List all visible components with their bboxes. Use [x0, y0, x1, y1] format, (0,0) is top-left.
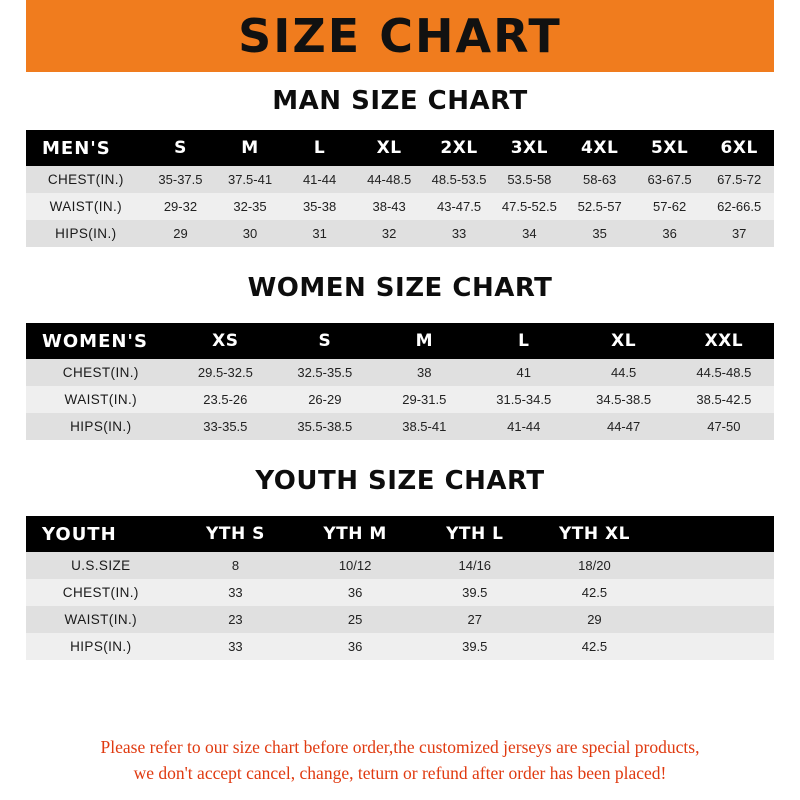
table-cell: 57-62 [652, 199, 687, 214]
table-cell: 52.5-57 [577, 199, 622, 214]
table-cell: 38.5-41 [402, 419, 447, 434]
table-header-row [26, 516, 774, 552]
section-women [0, 273, 800, 440]
section-youth [0, 466, 800, 660]
row-label: WAIST(IN.) [64, 392, 138, 407]
row-label: HIPS(IN.) [55, 226, 117, 241]
table-cell: 31 [312, 226, 327, 241]
row-label: HIPS(IN.) [70, 639, 132, 654]
table-cell: 33 [228, 639, 243, 654]
table-cell: 32 [381, 226, 397, 241]
column-header: M [415, 331, 433, 351]
table-cell: 23.5-26 [203, 392, 248, 407]
column-header: XL [611, 331, 637, 351]
table-cell: 35-37.5 [158, 172, 203, 187]
table-cell: 29 [173, 226, 188, 241]
table-row [26, 606, 774, 633]
table-row [26, 552, 774, 579]
table-cell: 23 [228, 612, 243, 627]
section-title-women: WOMEN SIZE CHART [247, 273, 553, 303]
spacer [0, 247, 800, 273]
column-header [654, 516, 774, 552]
table-cell [654, 552, 774, 579]
column-header: 6XL [720, 138, 758, 158]
column-header: 3XL [510, 138, 548, 158]
column-header: XL [376, 138, 402, 158]
column-header: S [174, 138, 187, 158]
column-header: YTH L [446, 524, 504, 544]
note-line-2: we don't accept cancel, change, teturn or refund after order has been placed! [133, 763, 667, 783]
table-cell: 30 [242, 226, 258, 241]
column-header: L [518, 331, 530, 351]
table-cell [654, 606, 774, 633]
table-row [26, 579, 774, 606]
table-cell: 47-50 [707, 419, 741, 434]
table-cell: 34 [522, 226, 537, 241]
table-men [26, 130, 774, 247]
table-cell: 18/20 [578, 558, 611, 573]
column-header: 4XL [581, 138, 619, 158]
table-cell: 32-35 [233, 199, 267, 214]
table-youth [26, 516, 774, 660]
section-men [0, 86, 800, 247]
row-label: WAIST(IN.) [49, 199, 123, 214]
table-cell: 32.5-35.5 [297, 365, 353, 380]
table-row [26, 166, 774, 193]
table-cell: 38.5-42.5 [696, 392, 752, 407]
table-cell: 10/12 [338, 558, 372, 573]
table-header-row [26, 130, 774, 166]
spacer [0, 440, 800, 466]
table-row [26, 413, 774, 440]
row-label: HIPS(IN.) [70, 419, 132, 434]
page-title: SIZE CHART [238, 9, 562, 63]
table-cell: 44.5 [610, 365, 637, 380]
row-label: CHEST(IN.) [47, 172, 124, 187]
spacer [26, 496, 774, 516]
column-header: YTH M [323, 524, 387, 544]
table-cell: 34.5-38.5 [596, 392, 652, 407]
table-row [26, 220, 774, 247]
table-cell: 14/16 [458, 558, 492, 573]
column-header: S [318, 331, 332, 351]
table-cell: 31.5-34.5 [496, 392, 552, 407]
table-cell: 42.5 [581, 585, 608, 600]
column-header: M [241, 138, 259, 158]
row-label: CHEST(IN.) [62, 365, 139, 380]
table-row [26, 359, 774, 386]
column-header: WOMEN'S [42, 330, 148, 352]
table-cell: 8 [231, 558, 240, 573]
table-cell: 48.5-53.5 [431, 172, 487, 187]
column-header: XS [212, 331, 239, 351]
table-cell: 41 [516, 365, 531, 380]
table-cell: 62-66.5 [717, 199, 762, 214]
table-cell: 43-47.5 [437, 199, 482, 214]
table-cell: 42.5 [581, 639, 608, 654]
column-header: YTH S [206, 524, 265, 544]
table-cell: 33-35.5 [203, 419, 248, 434]
table-cell: 37.5-41 [227, 172, 273, 187]
table-cell: 35-38 [302, 199, 337, 214]
table-cell: 35 [592, 226, 607, 241]
table-cell: 33 [451, 226, 467, 241]
spacer [26, 303, 774, 323]
section-title-youth: YOUTH SIZE CHART [255, 466, 545, 496]
table-cell: 25 [347, 612, 363, 627]
table-cell: 26-29 [308, 392, 342, 407]
table-cell: 29.5-32.5 [197, 365, 253, 380]
table-cell: 36 [347, 639, 363, 654]
table-cell: 47.5-52.5 [501, 199, 557, 214]
table-cell: 39.5 [462, 585, 488, 600]
column-header: 2XL [440, 138, 478, 158]
spacer [26, 116, 774, 130]
spacer [0, 72, 800, 86]
row-label: U.S.SIZE [71, 558, 131, 573]
table-cell: 38 [417, 365, 432, 380]
table-cell: 39.5 [462, 639, 488, 654]
table-cell [654, 633, 774, 660]
table-header-row [26, 323, 774, 359]
column-header: XXL [704, 331, 744, 351]
table-row [26, 386, 774, 413]
note-line-1: Please refer to our size chart before order,the customized jerseys are special products, [100, 737, 700, 757]
table-cell: 29-31.5 [402, 392, 447, 407]
table-cell: 44-48.5 [367, 172, 412, 187]
row-label: WAIST(IN.) [64, 612, 138, 627]
table-cell: 37 [731, 226, 747, 241]
table-cell: 29-32 [163, 199, 198, 214]
column-header: 5XL [650, 138, 689, 158]
column-header: YOUTH [42, 523, 117, 545]
table-cell: 29 [587, 612, 602, 627]
section-title-men: MAN SIZE CHART [272, 86, 528, 116]
table-cell: 33 [228, 585, 243, 600]
table-cell: 36 [662, 226, 677, 241]
table-cell: 44-47 [606, 419, 641, 434]
column-header: YTH XL [558, 524, 630, 544]
table-cell: 67.5-72 [717, 172, 762, 187]
table-cell: 58-63 [583, 172, 617, 187]
table-cell: 35.5-38.5 [297, 419, 353, 434]
page-header [0, 0, 800, 72]
table-women [26, 323, 774, 440]
table-cell: 44.5-48.5 [696, 365, 752, 380]
table-cell: 41-44 [507, 419, 541, 434]
table-cell: 38-43 [372, 199, 406, 214]
table-row [26, 633, 774, 660]
table-cell [654, 579, 774, 606]
table-cell: 63-67.5 [647, 172, 692, 187]
footer-note [0, 734, 800, 786]
table-cell: 41-44 [302, 172, 337, 187]
row-label: CHEST(IN.) [62, 585, 139, 600]
table-cell: 27 [467, 612, 482, 627]
table-row [26, 193, 774, 220]
column-header: MEN'S [42, 137, 111, 159]
column-header: L [313, 138, 326, 158]
table-cell: 36 [347, 585, 363, 600]
table-cell: 53.5-58 [507, 172, 552, 187]
